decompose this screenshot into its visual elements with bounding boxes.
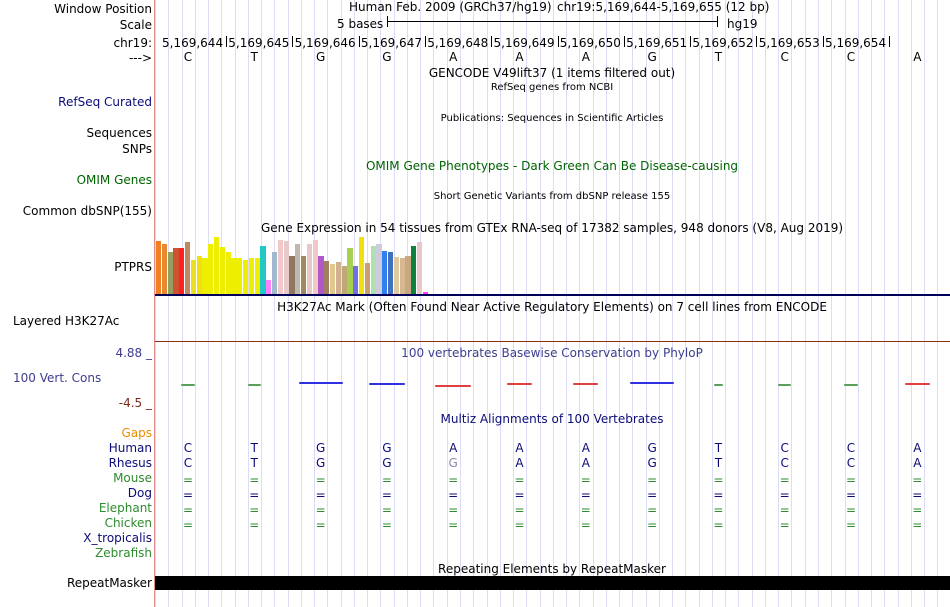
omim-track-title[interactable]: OMIM Gene Phenotypes - Dark Green Can Be Disease-causing: [365, 159, 739, 173]
gaps-label[interactable]: Gaps: [121, 426, 152, 440]
repeatmasker-block[interactable]: [155, 576, 950, 590]
coord-tick-label: 5,169,653: [758, 36, 820, 50]
gencode-track-title[interactable]: GENCODE V49lift37 (1 items filtered out): [428, 66, 676, 80]
gtex-tissue-bar: [365, 263, 370, 294]
base-letter: A: [581, 50, 590, 64]
cons-bar: [630, 382, 674, 384]
gtex-tissue-bar: [156, 241, 161, 294]
cons-bar: [905, 383, 930, 385]
gtex-tissue-bar: [255, 258, 260, 294]
cons-bar: [778, 384, 792, 386]
multiz-track-title[interactable]: Multiz Alignments of 100 Vertebrates: [440, 412, 664, 426]
mouse-identity-mark: =: [580, 473, 591, 487]
scale-db-label: hg19: [727, 17, 758, 31]
coord-tick-label: 5,169,646: [294, 36, 356, 50]
cons-bar: [573, 383, 598, 385]
gtex-tissue-bar: [208, 244, 213, 294]
human-base: A: [515, 441, 524, 455]
rhesus-base: C: [780, 456, 789, 470]
elephant-label[interactable]: Elephant: [98, 501, 152, 515]
gtex-tissue-bar: [394, 257, 399, 294]
chicken-identity-mark: =: [779, 518, 790, 532]
rhesus-label[interactable]: Rhesus: [108, 456, 152, 470]
coord-tick-label: 5,169,648: [427, 36, 489, 50]
human-base: A: [913, 441, 922, 455]
dog-identity-mark: =: [845, 488, 857, 502]
scale-label: Scale: [119, 18, 152, 32]
dog-identity-mark: =: [713, 488, 724, 502]
mouse-identity-mark: =: [713, 473, 724, 487]
chr-label: chr19:: [113, 36, 152, 50]
scale-bar: [387, 21, 717, 22]
gtex-tissue-bar: [405, 256, 410, 294]
mouse-label[interactable]: Mouse: [113, 471, 152, 485]
gtex-tissue-bar: [411, 246, 416, 294]
grid-line: [274, 0, 275, 607]
gtex-tissue-bar: [301, 256, 306, 294]
ptprs-label[interactable]: PTPRS: [114, 260, 152, 274]
coord-tick-label: 5,169,651: [626, 36, 688, 50]
cons-min-label: -4.5 _: [118, 396, 152, 410]
gtex-tissue-bar: [313, 240, 318, 294]
dog-identity-mark: =: [514, 488, 525, 502]
base-letter: A: [449, 50, 458, 64]
xtropicalis-label[interactable]: X_tropicalis: [83, 531, 152, 545]
gtex-tissue-bar: [249, 258, 254, 294]
track-labels: [0, 0, 154, 607]
chicken-identity-mark: =: [381, 518, 392, 532]
zebrafish-label[interactable]: Zebrafish: [95, 546, 152, 560]
gtex-tissue-bar: [417, 242, 422, 294]
mouse-identity-mark: =: [912, 473, 923, 487]
rhesus-base: C: [846, 456, 856, 470]
repeatmasker-track-title[interactable]: Repeating Elements by RepeatMasker: [438, 562, 666, 576]
mouse-identity-mark: =: [514, 473, 525, 487]
coord-tick-label: 5,169,645: [228, 36, 290, 50]
gtex-tissue-bar: [336, 262, 341, 294]
mouse-identity-mark: =: [845, 473, 857, 487]
elephant-identity-mark: =: [647, 503, 658, 517]
grid-line: [235, 0, 236, 607]
gtex-tissue-bar: [330, 264, 335, 294]
coord-tick: [889, 36, 890, 47]
base-letter: C: [780, 50, 789, 64]
rhesus-base: G: [315, 456, 326, 470]
elephant-identity-mark: =: [315, 503, 326, 517]
gtex-tissue-bar: [318, 256, 323, 294]
base-letter: G: [647, 50, 657, 64]
dog-identity-mark: =: [779, 488, 790, 502]
dog-identity-mark: =: [580, 488, 591, 502]
dog-identity-mark: =: [647, 488, 658, 502]
human-base: G: [315, 441, 326, 455]
gtex-tissue-bar: [284, 241, 289, 294]
dog-identity-mark: =: [249, 488, 260, 502]
gtex-tissue-bar: [278, 240, 283, 294]
base-letter: C: [183, 50, 193, 64]
gtex-tissue-bar: [197, 256, 202, 294]
gtex-tissue-bar: [162, 244, 167, 294]
coord-tick: [558, 36, 559, 47]
dog-identity-mark: =: [315, 488, 326, 502]
coord-tick: [359, 36, 360, 47]
grid-line: [937, 0, 938, 607]
chicken-identity-mark: =: [315, 518, 326, 532]
mouse-identity-mark: =: [448, 473, 459, 487]
human-base: C: [846, 441, 856, 455]
cons-bar: [299, 382, 343, 384]
elephant-identity-mark: =: [182, 503, 194, 517]
dog-identity-mark: =: [448, 488, 459, 502]
cons-bar: [435, 385, 471, 387]
human-base: C: [780, 441, 789, 455]
h3k27ac-track-title[interactable]: H3K27Ac Mark (Often Found Near Active Regulatory Elements) on 7 cell lines from ENCODE: [277, 300, 827, 314]
coord-tick: [226, 36, 227, 47]
gtex-baseline: [155, 294, 950, 296]
chicken-label[interactable]: Chicken: [104, 516, 152, 530]
mouse-identity-mark: =: [779, 473, 790, 487]
mouse-identity-mark: =: [182, 473, 194, 487]
window-position-label: Window Position: [54, 2, 152, 16]
coord-tick: [425, 36, 426, 47]
gtex-tissue-bar: [400, 258, 405, 294]
gtex-tissue-bar: [173, 248, 178, 294]
coord-tick: [823, 36, 824, 47]
gtex-tissue-bar: [226, 252, 231, 294]
mouse-identity-mark: =: [249, 473, 260, 487]
elephant-identity-mark: =: [448, 503, 459, 517]
human-base: A: [581, 441, 590, 455]
chicken-identity-mark: =: [514, 518, 525, 532]
chicken-identity-mark: =: [845, 518, 857, 532]
rhesus-base: A: [913, 456, 922, 470]
coord-tick-label: 5,169,644: [162, 36, 224, 50]
cons-max-label: 4.88 _: [115, 346, 152, 360]
dog-identity-mark: =: [381, 488, 392, 502]
cons-bar: [844, 384, 858, 386]
cons-bar: [507, 383, 532, 385]
scale-bar-label: 5 bases: [337, 17, 384, 31]
human-base: A: [449, 441, 458, 455]
gtex-tissue-bar: [371, 246, 376, 294]
gtex-tissue-bar: [295, 244, 300, 294]
chicken-identity-mark: =: [448, 518, 459, 532]
layered-h3k27ac-label[interactable]: Layered H3K27Ac: [13, 314, 120, 328]
repeatmasker-label[interactable]: RepeatMasker: [66, 576, 152, 590]
elephant-identity-mark: =: [713, 503, 724, 517]
cons-bar: [369, 383, 405, 385]
omim-genes-label[interactable]: OMIM Genes: [76, 173, 152, 187]
grid-line: [884, 0, 885, 607]
coord-tick: [756, 36, 757, 47]
refseq-track-title[interactable]: RefSeq genes from NCBI: [490, 82, 614, 93]
human-base: C: [183, 441, 193, 455]
human-base: G: [382, 441, 392, 455]
common-dbsnp-label[interactable]: Common dbSNP(155): [22, 204, 152, 218]
base-letter: T: [250, 50, 258, 64]
gtex-tissue-bar: [260, 246, 265, 294]
human-base: T: [250, 441, 258, 455]
strand-arrow[interactable]: --->: [128, 51, 152, 65]
dog-identity-mark: =: [912, 488, 923, 502]
mouse-identity-mark: =: [315, 473, 326, 487]
gtex-tissue-bar: [382, 251, 387, 294]
gtex-tissue-bar: [179, 248, 184, 294]
gtex-tissue-bar: [272, 252, 277, 294]
h3k27ac-baseline: [155, 341, 950, 342]
gtex-tissue-bar: [243, 260, 248, 294]
base-letter: A: [515, 50, 524, 64]
gtex-tissue-bar: [307, 244, 312, 294]
human-label[interactable]: Human: [108, 441, 152, 455]
chicken-identity-mark: =: [249, 518, 260, 532]
scale-bar-right-tick: [717, 16, 718, 27]
grid-line: [871, 0, 872, 607]
grid-line: [898, 0, 899, 607]
gtex-tissue-bar: [185, 242, 190, 294]
elephant-identity-mark: =: [381, 503, 392, 517]
gtex-tissue-bar: [202, 258, 207, 294]
coord-tick-label: 5,169,654: [825, 36, 887, 50]
mouse-identity-mark: =: [647, 473, 658, 487]
cons-track-title[interactable]: 100 vertebrates Basewise Conservation by PhyloP: [401, 346, 703, 360]
coord-tick-label: 5,169,650: [559, 36, 621, 50]
vert-cons-label[interactable]: 100 Vert. Cons: [13, 371, 102, 385]
rhesus-base: T: [250, 456, 258, 470]
rhesus-base: G: [647, 456, 657, 470]
gtex-tissue-bar: [237, 258, 242, 294]
chicken-identity-mark: =: [647, 518, 658, 532]
gtex-bar-chart[interactable]: [155, 236, 555, 294]
gtex-tissue-bar: [376, 244, 381, 294]
grid-line: [221, 0, 222, 607]
position-readout: chr19:5,169,644-5,169,655 (12 bp): [557, 0, 770, 14]
chicken-identity-mark: =: [182, 518, 194, 532]
grid-line: [155, 0, 156, 607]
coord-tick: [690, 36, 691, 47]
refseq-curated-label[interactable]: RefSeq Curated: [58, 95, 152, 109]
dbsnp-track-title[interactable]: Short Genetic Variants from dbSNP release 155: [433, 191, 671, 202]
cons-bar: [181, 384, 195, 386]
rhesus-base: A: [515, 456, 524, 470]
coord-tick: [292, 36, 293, 47]
gtex-tissue-bar: [347, 248, 352, 294]
gtex-tissue-bar: [324, 261, 329, 294]
cons-bar: [248, 384, 262, 386]
gtex-tissue-bar: [214, 237, 219, 294]
coord-tick: [624, 36, 625, 47]
publications-track-title[interactable]: Publications: Sequences in Scientific Articles: [440, 113, 664, 124]
coord-tick-label: 5,169,647: [360, 36, 422, 50]
base-letter: A: [913, 50, 922, 64]
grid-line: [208, 0, 209, 607]
gtex-tissue-bar: [191, 260, 196, 294]
elephant-identity-mark: =: [580, 503, 591, 517]
elephant-identity-mark: =: [249, 503, 260, 517]
elephant-identity-mark: =: [779, 503, 790, 517]
gtex-tissue-bar: [388, 252, 393, 294]
gtex-tissue-bar: [342, 266, 347, 294]
base-letter: G: [315, 50, 326, 64]
chicken-identity-mark: =: [580, 518, 591, 532]
rhesus-base: G: [448, 456, 458, 470]
elephant-identity-mark: =: [912, 503, 923, 517]
grid-line: [831, 0, 832, 607]
assembly-title: Human Feb. 2009 (GRCh37/hg19): [349, 0, 552, 14]
gtex-tissue-bar: [168, 252, 173, 294]
chicken-identity-mark: =: [713, 518, 724, 532]
gtex-tissue-bar: [353, 266, 358, 294]
elephant-identity-mark: =: [845, 503, 857, 517]
coord-tick-label: 5,169,652: [692, 36, 754, 50]
coord-tick: [491, 36, 492, 47]
gtex-track-title[interactable]: Gene Expression in 54 tissues from GTEx RNA-seq of 17382 samples, 948 donors (V8, Aug 2019): [260, 221, 844, 235]
gtex-tissue-bar: [231, 258, 236, 294]
base-letter: C: [846, 50, 856, 64]
rhesus-base: C: [183, 456, 193, 470]
rhesus-base: G: [382, 456, 392, 470]
base-letter: T: [714, 50, 723, 64]
gtex-tissue-bar: [289, 256, 294, 294]
snps-label[interactable]: SNPs: [122, 142, 152, 156]
cons-bar: [714, 384, 724, 386]
base-letter: G: [382, 50, 392, 64]
chicken-identity-mark: =: [912, 518, 923, 532]
grid-line: [168, 0, 169, 607]
gtex-tissue-bar: [220, 247, 225, 294]
human-base: T: [714, 441, 723, 455]
gtex-tissue-bar: [266, 280, 271, 294]
dog-identity-mark: =: [182, 488, 194, 502]
gtex-tissue-bar: [359, 237, 364, 294]
sequences-label[interactable]: Sequences: [86, 126, 152, 140]
dog-label[interactable]: Dog: [127, 486, 152, 500]
rhesus-base: A: [581, 456, 590, 470]
elephant-identity-mark: =: [514, 503, 525, 517]
mouse-identity-mark: =: [381, 473, 392, 487]
human-base: G: [647, 441, 657, 455]
coord-tick-label: 5,169,649: [493, 36, 555, 50]
track-image[interactable]: [155, 0, 950, 607]
rhesus-base: T: [714, 456, 723, 470]
